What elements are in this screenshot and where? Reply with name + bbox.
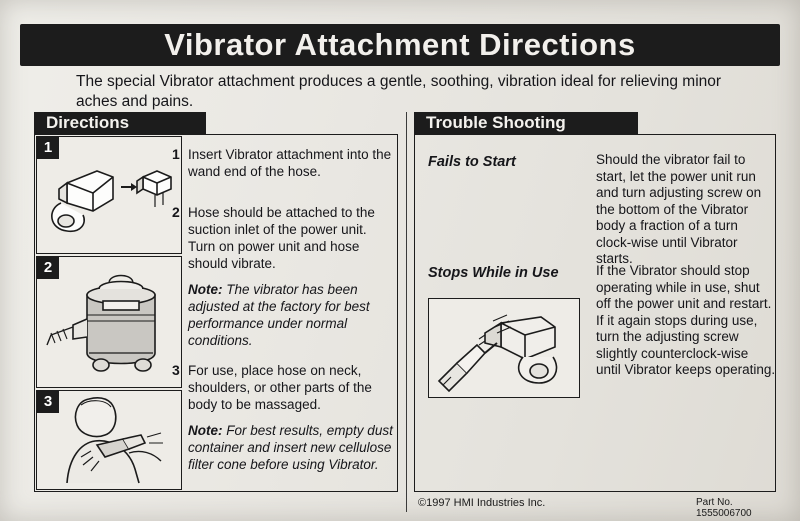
trouble-symptom-1: Fails to Start <box>428 154 516 170</box>
step-2-text: Hose should be attached to the suction inlet of the power unit. Turn on power unit and hose should vibrate. <box>188 205 375 271</box>
illustration-power-unit <box>36 256 182 388</box>
illustration-attachment-and-wand <box>36 136 182 254</box>
troubleshooting-header: Trouble Shooting <box>414 112 638 134</box>
title-banner <box>20 24 780 66</box>
trouble-remedy-2: If the Vibrator should stop operating while in use, shut off the power unit and restart. If it again stops during use, turn the adjusting screw slightly counterclock-wise until Vibrator keeps operating. <box>596 263 776 377</box>
step-3-note-label: Note: <box>188 423 223 438</box>
step-3-text: For use, place hose on neck, shoulders, or other parts of the body to be massaged. <box>188 363 372 412</box>
step-3-note-text: For best results, empty dust container and insert new cellulose filter cone before using Vibrator. <box>188 423 393 472</box>
step-1 <box>172 146 394 180</box>
step-2 <box>172 204 394 349</box>
step-badge-3: 3 <box>37 391 59 413</box>
copyright-notice: ©1997 HMI Industries Inc. <box>418 497 546 509</box>
trouble-symptom-2: Stops While in Use <box>428 265 559 281</box>
step-3-note <box>188 422 394 473</box>
step-3 <box>172 362 394 473</box>
page-title: Vibrator Attachment Directions <box>164 27 636 62</box>
step-2-number: 2 <box>172 204 180 220</box>
column-divider <box>406 112 407 512</box>
step-2-note <box>188 281 394 349</box>
adjusting-screw-drawing <box>429 299 578 396</box>
part-number: Part No. 1555006700 <box>696 497 752 519</box>
step-badge-1: 1 <box>37 137 59 159</box>
step-1-number: 1 <box>172 146 180 162</box>
illustration-massage-use <box>36 390 182 490</box>
intro-paragraph: The special Vibrator attachment produces a gentle, soothing, vibration ideal for relieving minor aches and pains. <box>76 73 722 110</box>
step-2-note-text: The vibrator has been adjusted at the factory for best performance under normal conditions. <box>188 282 370 348</box>
step-3-number: 3 <box>172 362 180 378</box>
step-1-text: Insert Vibrator attachment into the wand end of the hose. <box>188 147 392 179</box>
illustration-adjusting-screw <box>428 298 580 398</box>
directions-header: Directions <box>34 112 206 134</box>
instruction-sheet <box>10 8 790 519</box>
trouble-remedy-1: Should the vibrator fail to start, let the power unit run and turn adjusting screw on the bottom of the Vibrator body a fraction of a turn clock-wise until Vibrator starts. <box>596 152 762 266</box>
step-2-note-label: Note: <box>188 282 223 297</box>
step-badge-2: 2 <box>37 257 59 279</box>
